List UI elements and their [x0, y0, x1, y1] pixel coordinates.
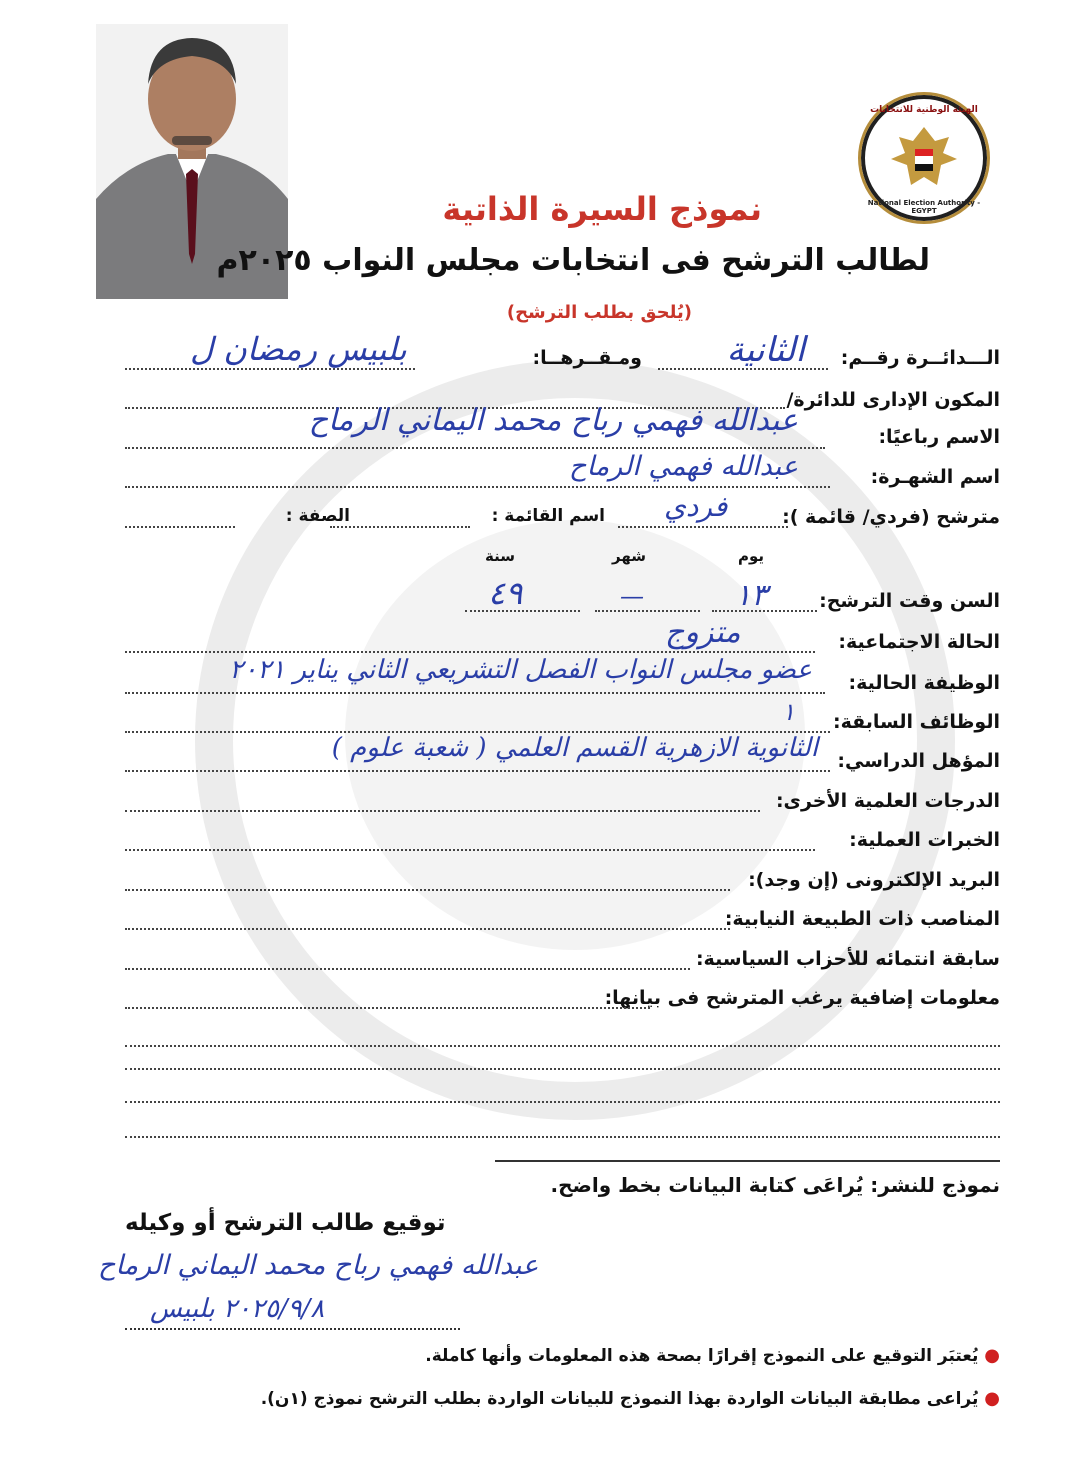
month-head: شهر [612, 547, 646, 565]
additional-info-line-3 [125, 1068, 1000, 1070]
hq-line [125, 368, 415, 370]
parliamentary-posts-label: المناصب ذات الطبيعة النيابية: [724, 908, 1000, 930]
experience-label: الخبرات العملية: [849, 829, 1000, 851]
party-history-line [125, 968, 690, 970]
candidate-type-line [618, 526, 788, 528]
fame-name-label: اسم الشهـرة: [870, 466, 1000, 488]
fame-name-line [125, 486, 830, 488]
marital-status-value: متزوج [665, 615, 741, 650]
full-name-label: الاسم رباعيًا: [878, 426, 1000, 448]
education-line [125, 770, 830, 772]
national-election-authority-logo [858, 92, 990, 224]
candidate-type-label: مترشح (فردي/ قائمة ): [782, 506, 1000, 528]
day-head: يوم [738, 547, 765, 565]
bullet-1-dot: ● [984, 1345, 1000, 1366]
bullet-1 [425, 1345, 1000, 1366]
additional-info-label: معلومات إضافية يرغب المترشح فى بيانها: [604, 987, 1000, 1009]
full-name-value: عبدالله فهمي رباح محمد اليماني الرماح [308, 403, 798, 438]
other-degrees-label: الدرجات العلمية الأخرى: [775, 790, 1000, 812]
age-year-value: ٤٩ [488, 574, 523, 612]
signature-line [125, 1328, 460, 1330]
fame-name-value: عبدالله فهمي الرماح [569, 451, 798, 482]
age-month-line [595, 610, 700, 612]
publish-note: نموذج للنشر: يُراعَى كتابة البيانات بخط واضح. [550, 1173, 1000, 1197]
age-day-value: ١٣ [735, 578, 768, 613]
admin-component-label: المكون الإدارى للدائرة/ [786, 389, 1000, 411]
education-label: المؤهل الدراسي: [837, 750, 1000, 772]
marital-status-line [125, 651, 815, 653]
district-value: الثانية [726, 330, 805, 370]
experience-line [125, 849, 815, 851]
form-title: نموذج السيرة الذاتية [442, 190, 762, 228]
bullet-2-text: يُراعى مطابقة البيانات الواردة بهذا النموذج للبيانات الواردة بطلب الترشح نموذج (١ن). [260, 1389, 979, 1409]
age-label: السن وقت الترشح: [819, 590, 1000, 612]
additional-info-line-4 [125, 1101, 1000, 1103]
hq-value: بلبيس رمضان ل [190, 330, 407, 368]
form-subtitle: لطالب الترشح فى انتخابات مجلس النواب ٢٠٢٥م [216, 243, 930, 278]
signature-title: توقيع طالب الترشح أو وكيله [125, 1210, 446, 1236]
form-note: (يُلحق بطلب الترشح) [506, 302, 692, 323]
previous-jobs-label: الوظائف السابقة: [832, 711, 1000, 733]
party-history-label: سابقة انتمائه للأحزاب السياسية: [695, 948, 1000, 970]
signature-line-2: ٢٠٢٥/٩/٨ بلبيس [150, 1294, 325, 1324]
additional-info-line-2 [125, 1045, 1000, 1047]
current-job-line [125, 692, 825, 694]
publish-rule [495, 1160, 1000, 1162]
eagle-icon [861, 119, 987, 199]
bullet-2-dot: ● [984, 1388, 1000, 1409]
district-label: الـــدائــرة رقــم: [840, 347, 1000, 369]
full-name-line [125, 447, 825, 449]
email-label: البريد الإلكترونى (إن وجد): [748, 869, 1000, 891]
logo-text-en: National Election Authority - EGYPT [867, 199, 981, 215]
parliamentary-posts-line [125, 928, 730, 930]
age-month-value: — [620, 582, 644, 610]
year-head: سنة [485, 547, 515, 565]
list-name-label: اسم القائمة : [491, 506, 605, 526]
bullet-1-text: يُعتبَر التوقيع على النموذج إقرارًا بصحة هذه المعلومات وأنها كاملة. [425, 1346, 979, 1366]
education-value: الثانوية الازهرية القسم العلمي ( شعبة علوم ) [331, 733, 818, 763]
hq-label: ومـقــرهــا: [532, 347, 642, 369]
bullet-2 [261, 1388, 1000, 1409]
candidate-type-value: فردي [664, 490, 728, 523]
logo-text-ar: الهيئة الوطنية للانتخابات [870, 105, 978, 115]
role-line [125, 526, 235, 528]
current-job-value: عضو مجلس النواب الفصل التشريعي الثاني يناير ٢٠٢١ [229, 655, 812, 685]
previous-jobs-value: ١ [782, 698, 795, 726]
age-year-line [465, 610, 580, 612]
signature-line-1: عبدالله فهمي رباح محمد اليماني الرماح [98, 1250, 539, 1281]
list-name-line [330, 526, 470, 528]
other-degrees-line [125, 810, 760, 812]
additional-info-line-1 [125, 1007, 650, 1009]
current-job-label: الوظيفة الحالية: [848, 672, 1000, 694]
role-label: الصفة : [285, 506, 350, 526]
email-line [125, 889, 730, 891]
marital-status-label: الحالة الاجتماعية: [838, 631, 1000, 653]
additional-info-line-5 [125, 1136, 1000, 1138]
